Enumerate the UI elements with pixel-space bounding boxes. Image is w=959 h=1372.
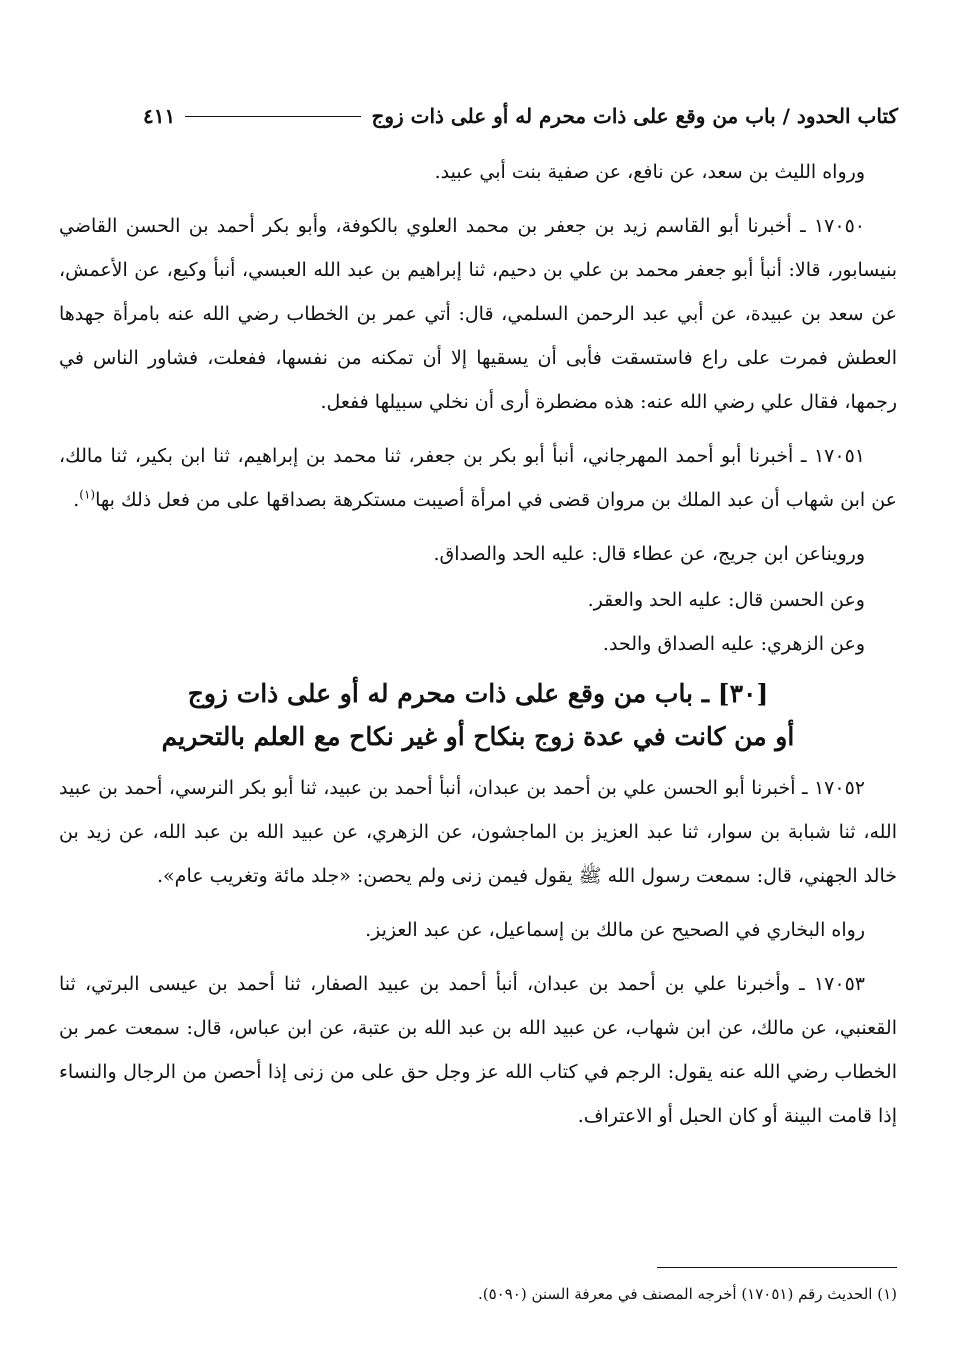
running-header	[143, 98, 898, 134]
paragraph-17053: ١٧٠٥٣ ـ وأخبرنا علي بن أحمد بن عبدان، أنبأ أحمد بن عبيد الصفار، ثنا أحمد بن عيسى البرتي، ثنا القعنبي، عن مالك، عن ابن شهاب، عن عبيد الله بن عبد الله بن عتبة، عن ابن عباس، قال: سمعت عمر بن الخطاب رضي الله عنه يقول: الرجم في كتاب الله عز وجل حق على من زنى إذا أحصن من الرجال والنساء إذا قامت البينة أو كان الحبل أو الاعتراف.	[59, 973, 897, 1127]
footnote-marker: (١)	[79, 487, 96, 502]
paragraph-zuhri: وعن الزهري: عليه الصداق والحد.	[602, 633, 865, 655]
paragraph-hasan: وعن الحسن قال: عليه الحد والعقر.	[587, 589, 865, 611]
section-heading	[59, 672, 897, 758]
footnote: (١) الحديث رقم (١٧٠٥١) أخرجه المصنف في معرفة السنن (٥٠٩٠).	[478, 1285, 897, 1303]
paragraph-17051-end: .	[73, 489, 80, 511]
paragraph-ata: ورويناعن ابن جريج، عن عطاء قال: عليه الحد والصداق.	[433, 543, 865, 565]
section-heading-line2: أو من كانت في عدة زوج بنكاح أو غير نكاح مع العلم بالتحريم	[161, 722, 795, 751]
paragraph-17052: ١٧٠٥٢ ـ أخبرنا أبو الحسن علي بن أحمد بن عبدان، أنبأ أحمد بن عبيد، ثنا أبو بكر النرسي، أحمد بن عبيد الله، ثنا شبابة بن سوار، ثنا عبد العزيز بن الماجشون، عن الزهري، عن عبيد الله بن عبد الله، عن زيد بن خالد الجهني، قال: سمعت رسول الله ﷺ يقول فيمن زنى ولم يحصن: «جلد مائة وتغريب عام».	[59, 777, 897, 887]
footnote-separator	[657, 1267, 897, 1268]
section-heading-line1: [٣٠] ـ باب من وقع على ذات محرم له أو على ذات زوج	[187, 679, 769, 708]
header-title: كتاب الحدود / باب من وقع على ذات محرم له أو على ذات زوج	[371, 104, 898, 128]
header-rule	[185, 116, 361, 117]
paragraph-17050: ١٧٠٥٠ ـ أخبرنا أبو القاسم زيد بن جعفر بن محمد العلوي بالكوفة، وأبو بكر أحمد بن الحسن القاضي بنيسابور، قالا: أنبأ أبو جعفر محمد بن علي بن دحيم، ثنا إبراهيم بن عبد الله العبسي، أنبأ وكيع، عن الأعمش، عن سعد بن عبيدة، عن أبي عبد الرحمن السلمي، قال: أتي عمر بن الخطاب رضي الله عنه بامرأة جهدها العطش فمرت على راع فاستسقت فأبى أن يسقيها إلا أن تمكنه من نفسها، ففعلت، فشاور الناس في رجمها، فقال علي رضي الله عنه: هذه مضطرة أرى أن نخلي سبيلها ففعل.	[59, 215, 897, 413]
main-text	[59, 150, 897, 1140]
page-number: ٤١١	[143, 104, 176, 128]
paragraph-laith: ورواه الليث بن سعد، عن نافع، عن صفية بنت أبي عبيد.	[434, 161, 865, 183]
paragraph-17051	[59, 434, 897, 522]
paragraph-bukhari: رواه البخاري في الصحيح عن مالك بن إسماعيل، عن عبد العزيز.	[365, 919, 865, 941]
paragraph-17051-text: ١٧٠٥١ ـ أخبرنا أبو أحمد المهرجاني، أنبأ أبو بكر بن جعفر، ثنا محمد بن إبراهيم، ثنا ابن بكير، ثنا مالك، عن ابن شهاب أن عبد الملك بن مروان قضى في امرأة أصيبت مستكرهة بصداقها على من فعل ذلك بها	[59, 445, 897, 511]
